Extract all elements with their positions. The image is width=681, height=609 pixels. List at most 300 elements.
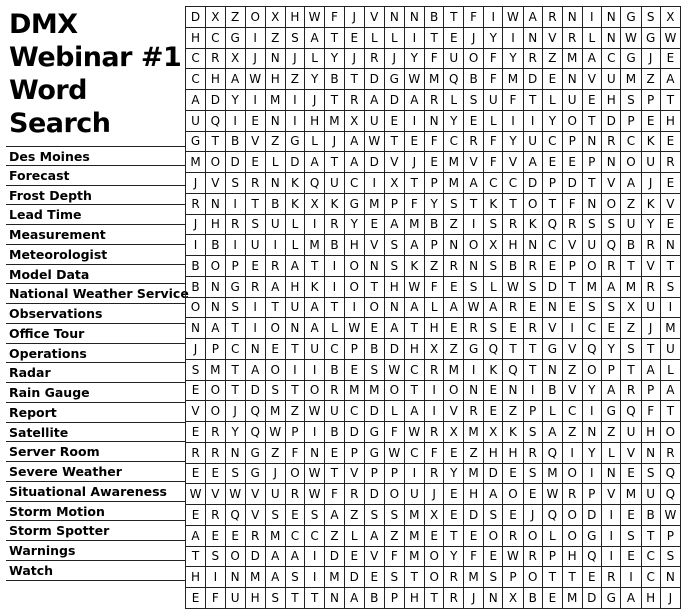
word-list-item: Observations [6,304,185,324]
grid-cell: L [424,297,444,318]
grid-cell: L [484,110,503,131]
grid-cell: E [245,152,265,173]
word-list-item: Severe Weather [6,462,185,482]
grid-cell: I [464,214,484,235]
grid-cell: E [384,110,404,131]
grid-cell: P [641,380,660,401]
grid-cell: M [621,69,641,90]
grid-cell: G [582,525,602,546]
grid-cell: M [325,567,345,588]
grid-cell: T [404,380,424,401]
grid-cell: T [562,567,582,588]
grid-cell: E [503,318,523,339]
grid-cell: F [484,131,503,152]
grid-cell: O [464,235,484,256]
title-line-1: DMX [9,9,78,40]
grid-cell: F [206,588,226,609]
grid-cell: O [503,484,523,505]
grid-row [186,152,681,173]
grid-cell: A [602,380,621,401]
grid-cell: Q [542,442,562,463]
grid-cell: D [602,110,621,131]
grid-cell: C [542,235,562,256]
grid-cell: A [245,359,265,380]
grid-cell: X [484,235,503,256]
grid-cell: V [621,442,641,463]
grid-cell: O [523,567,542,588]
grid-cell: M [444,152,464,173]
grid-cell: N [424,110,444,131]
grid-cell: F [384,546,404,567]
grid-cell: W [621,27,641,48]
grid-cell: B [325,359,345,380]
grid-cell: U [641,484,660,505]
grid-cell: R [424,463,444,484]
grid-cell: O [206,380,226,401]
grid-cell: S [641,7,660,28]
grid-row [186,276,681,297]
grid-cell: J [285,48,304,69]
grid-row [186,256,681,277]
grid-cell: Q [582,339,602,360]
grid-cell: I [523,110,542,131]
grid-cell: L [542,90,562,111]
grid-cell: H [503,442,523,463]
grid-cell: J [641,318,660,339]
grid-cell: Z [562,422,582,443]
word-list-item: Radar [6,363,185,383]
grid-cell: S [523,276,542,297]
grid-cell: J [404,152,424,173]
grid-cell: E [444,276,464,297]
grid-cell: Q [225,505,245,526]
grid-cell: S [602,297,621,318]
grid-cell: O [523,525,542,546]
grid-cell: J [186,339,206,360]
grid-cell: M [344,380,364,401]
grid-cell: R [245,525,265,546]
grid-cell: E [344,27,364,48]
grid-row [186,214,681,235]
grid-cell: M [562,48,582,69]
grid-cell: U [325,401,345,422]
grid-cell: I [305,567,325,588]
grid-cell: N [384,7,404,28]
grid-cell: I [305,214,325,235]
word-list-item: Satellite [6,423,185,443]
grid-cell: L [364,27,384,48]
grid-cell: D [364,152,384,173]
grid-cell: I [285,110,304,131]
grid-cell: I [404,110,424,131]
grid-cell: H [206,69,226,90]
grid-row [186,359,681,380]
grid-cell: B [424,7,444,28]
grid-cell: Y [225,90,245,111]
grid-cell: I [245,90,265,111]
grid-cell: X [384,173,404,194]
grid-cell: R [660,152,680,173]
grid-cell: D [364,401,384,422]
grid-cell: O [621,152,641,173]
word-list-item: Watch [6,561,185,581]
grid-cell: U [484,90,503,111]
grid-cell: L [602,442,621,463]
grid-cell: N [602,463,621,484]
grid-cell: R [206,422,226,443]
grid-cell: I [325,276,345,297]
grid-cell: R [562,27,582,48]
grid-cell: F [464,7,484,28]
grid-cell: I [404,27,424,48]
grid-cell: O [444,380,464,401]
grid-cell: N [265,48,285,69]
grid-cell: I [285,90,304,111]
grid-cell: I [621,567,641,588]
grid-cell: J [424,484,444,505]
grid-cell: R [325,214,345,235]
grid-cell: Y [602,339,621,360]
grid-cell: A [186,90,206,111]
grid-cell: Z [444,339,464,360]
grid-cell: O [562,505,582,526]
grid-cell: D [245,380,265,401]
grid-cell: A [660,380,680,401]
grid-cell: R [285,484,304,505]
grid-cell: G [602,401,621,422]
grid-cell: N [602,27,621,48]
grid-cell: V [562,380,582,401]
grid-cell: X [424,339,444,360]
grid-cell: R [344,484,364,505]
grid-cell: E [602,318,621,339]
grid-cell: V [582,69,602,90]
grid-cell: U [186,110,206,131]
grid-cell: D [523,69,542,90]
grid-row [186,318,681,339]
grid-cell: O [186,297,206,318]
grid-cell: E [660,48,680,69]
grid-cell: R [621,380,641,401]
grid-cell: T [285,588,304,609]
grid-cell: Q [582,546,602,567]
grid-cell: F [424,48,444,69]
grid-cell: L [444,90,464,111]
grid-cell: W [305,463,325,484]
grid-cell: I [562,318,582,339]
grid-row [186,193,681,214]
grid-cell: Y [444,546,464,567]
grid-cell: P [523,401,542,422]
grid-cell: I [245,297,265,318]
grid-cell: E [641,110,660,131]
grid-cell: A [384,214,404,235]
grid-cell: T [325,297,345,318]
grid-cell: R [562,484,582,505]
grid-cell: J [641,48,660,69]
grid-cell: W [660,505,680,526]
grid-cell: H [503,235,523,256]
grid-cell: A [384,318,404,339]
grid-cell: M [186,152,206,173]
grid-cell: H [186,27,206,48]
grid-cell: C [206,27,226,48]
grid-cell: B [424,214,444,235]
grid-cell: B [542,380,562,401]
grid-cell: Y [424,193,444,214]
grid-cell: T [542,193,562,214]
grid-cell: J [245,48,265,69]
grid-cell: T [285,380,304,401]
grid-cell: K [484,193,503,214]
grid-cell: E [660,173,680,194]
word-list-item: Frost Depth [6,186,185,206]
grid-cell: W [404,422,424,443]
grid-row [186,339,681,360]
grid-cell: S [444,193,464,214]
grid-cell: O [384,484,404,505]
grid-cell: P [660,525,680,546]
grid-cell: S [602,214,621,235]
grid-cell: D [206,90,226,111]
grid-cell: E [444,27,464,48]
grid-cell: T [225,359,245,380]
grid-cell: O [305,380,325,401]
grid-cell: R [523,48,542,69]
grid-cell: N [265,173,285,194]
grid-cell: A [305,318,325,339]
grid-cell: C [582,318,602,339]
grid-cell: R [186,193,206,214]
grid-cell: V [660,193,680,214]
grid-cell: D [344,422,364,443]
grid-cell: V [206,484,226,505]
grid-cell: P [344,442,364,463]
grid-cell: T [424,588,444,609]
grid-cell: L [344,525,364,546]
word-list-item: National Weather Service [6,284,185,304]
grid-cell: S [641,463,660,484]
grid-cell: P [582,152,602,173]
grid-cell: N [364,256,384,277]
grid-cell: R [206,505,226,526]
word-list-item: Meteorologist [6,245,185,265]
title-line-3: Word [9,75,88,106]
grid-cell: Q [206,110,226,131]
grid-row [186,131,681,152]
grid-cell: U [265,214,285,235]
grid-cell: E [562,297,582,318]
grid-cell: Q [444,69,464,90]
grid-cell: N [245,339,265,360]
grid-cell: N [305,442,325,463]
grid-cell: C [641,567,660,588]
grid-cell: U [641,297,660,318]
word-list-item: Storm Spotter [6,521,185,541]
grid-cell: R [206,48,226,69]
grid-row [186,546,681,567]
grid-cell: A [464,173,484,194]
grid-cell: D [285,152,304,173]
grid-cell: E [444,442,464,463]
grid-cell: Q [660,463,680,484]
grid-cell: X [265,7,285,28]
grid-cell: W [384,442,404,463]
grid-cell: E [186,505,206,526]
grid-cell: C [503,173,523,194]
grid-cell: O [562,525,582,546]
grid-cell: N [206,193,226,214]
grid-cell: Y [503,48,523,69]
grid-cell: I [503,110,523,131]
grid-cell: T [523,359,542,380]
grid-cell: V [562,235,582,256]
grid-cell: M [464,422,484,443]
grid-cell: S [186,359,206,380]
grid-cell: S [364,359,384,380]
grid-cell: T [523,90,542,111]
grid-cell: J [325,131,345,152]
grid-cell: T [641,525,660,546]
grid-cell: B [186,256,206,277]
grid-cell: A [265,546,285,567]
grid-cell: W [464,297,484,318]
grid-cell: I [265,235,285,256]
grid-cell: B [364,588,384,609]
grid-row [186,7,681,28]
grid-cell: A [523,152,542,173]
grid-cell: A [484,484,503,505]
grid-cell: M [305,235,325,256]
grid-cell: S [621,339,641,360]
grid-cell: R [364,48,384,69]
grid-cell: E [464,110,484,131]
grid-cell: I [602,505,621,526]
grid-cell: W [503,546,523,567]
grid-cell: G [245,442,265,463]
grid-cell: Z [542,48,562,69]
grid-cell: S [464,90,484,111]
grid-cell: H [186,567,206,588]
grid-cell: Z [562,359,582,380]
grid-cell: R [245,276,265,297]
grid-cell: Q [542,214,562,235]
grid-cell: R [424,90,444,111]
grid-cell: I [305,422,325,443]
grid-cell: T [325,90,345,111]
grid-cell: T [660,401,680,422]
grid-cell: G [285,131,304,152]
grid-cell: Z [265,131,285,152]
grid-cell: O [245,7,265,28]
grid-cell: O [384,380,404,401]
grid-cell: B [364,339,384,360]
grid-cell: Z [464,442,484,463]
grid-cell: S [206,546,226,567]
grid-cell: B [621,235,641,256]
grid-cell: P [503,567,523,588]
grid-cell: R [245,173,265,194]
grid-cell: T [404,318,424,339]
grid-cell: I [285,359,304,380]
grid-cell: M [404,505,424,526]
grid-cell: A [364,90,384,111]
grid-cell: A [641,359,660,380]
grid-cell: L [305,48,325,69]
grid-cell: U [265,484,285,505]
grid-cell: N [503,380,523,401]
grid-cell: E [424,152,444,173]
grid-cell: Q [484,339,503,360]
grid-cell: A [404,401,424,422]
grid-cell: F [424,442,444,463]
grid-cell: T [305,588,325,609]
grid-cell: N [523,235,542,256]
grid-cell: I [225,193,245,214]
grid-cell: S [225,297,245,318]
grid-cell: C [285,525,304,546]
grid-cell: C [444,131,464,152]
grid-cell: A [265,567,285,588]
grid-cell: G [384,69,404,90]
grid-cell: M [364,380,384,401]
grid-cell: Y [344,214,364,235]
grid-cell: A [523,7,542,28]
grid-cell: E [186,588,206,609]
grid-cell: O [424,567,444,588]
grid-cell: R [444,567,464,588]
grid-cell: S [484,214,503,235]
grid-cell: W [344,318,364,339]
grid-cell: T [523,339,542,360]
grid-cell: T [641,339,660,360]
grid-cell: O [344,276,364,297]
grid-cell: O [523,193,542,214]
grid-cell: M [206,359,226,380]
grid-cell: U [602,69,621,90]
grid-cell: I [245,27,265,48]
grid-cell: E [542,588,562,609]
grid-cell: T [206,131,226,152]
grid-cell: T [225,380,245,401]
grid-cell: I [582,401,602,422]
grid-cell: E [542,152,562,173]
word-list-item: Storm Motion [6,502,185,522]
grid-cell: T [325,463,345,484]
grid-cell: Z [325,525,345,546]
grid-cell: A [621,588,641,609]
grid-cell: P [225,256,245,277]
grid-row [186,69,681,90]
grid-cell: B [325,422,345,443]
grid-cell: U [325,173,345,194]
grid-cell: T [503,193,523,214]
grid-cell: E [364,214,384,235]
word-list-item: Forecast [6,166,185,186]
grid-cell: X [503,588,523,609]
grid-cell: L [484,276,503,297]
grid-cell: S [305,505,325,526]
grid-cell: R [464,318,484,339]
grid-cell: M [562,588,582,609]
grid-cell: H [245,588,265,609]
grid-cell: C [542,131,562,152]
grid-row [186,235,681,256]
grid-cell: N [404,7,424,28]
grid-cell: O [582,256,602,277]
grid-cell: Z [265,442,285,463]
grid-cell: D [582,505,602,526]
